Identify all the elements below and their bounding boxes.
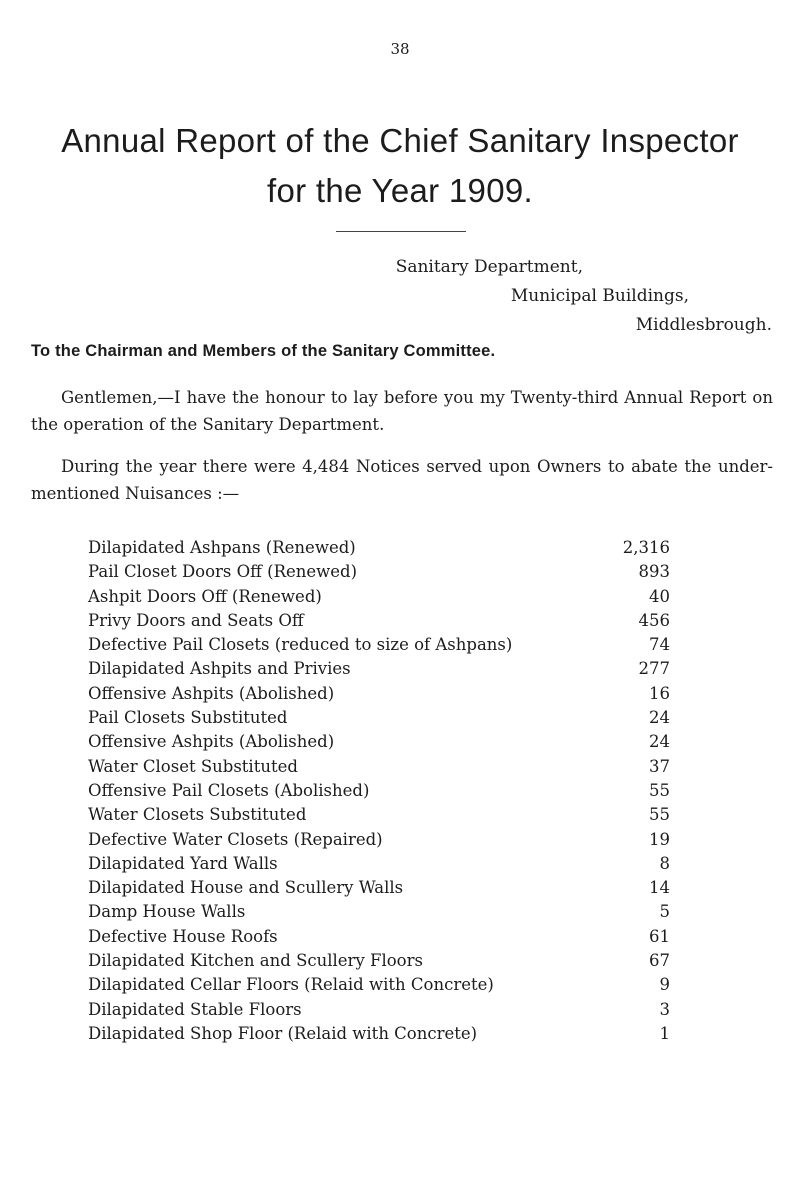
- nuisance-row: [0, 925, 800, 949]
- nuisance-label: Dilapidated Kitchen and Scullery Floors: [88, 951, 423, 971]
- nuisance-label: Offensive Ashpits (Abolished): [88, 732, 335, 752]
- nuisance-count: 19: [649, 829, 670, 849]
- notices-paragraph: During the year there were 4,484 Notices served upon Owners to abate the under-mentioned Nuisances :—: [31, 457, 773, 503]
- nuisance-label: Water Closets Substituted: [88, 805, 307, 825]
- nuisance-row: [0, 706, 800, 730]
- nuisance-row: [0, 755, 800, 779]
- nuisance-label: Dilapidated Cellar Floors (Relaid with Concrete): [88, 975, 494, 995]
- nuisance-label: Defective House Roofs: [88, 926, 278, 946]
- page-number: 38: [390, 40, 410, 58]
- nuisance-count: 37: [649, 756, 670, 776]
- nuisance-count: 24: [649, 732, 670, 752]
- nuisance-row: [0, 560, 800, 584]
- nuisance-row: [0, 585, 800, 609]
- salutation: To the Chairman and Members of the Sanitary Committee.: [31, 342, 496, 360]
- nuisance-count: 277: [638, 659, 670, 679]
- title-divider: [336, 231, 466, 232]
- nuisance-count: 61: [649, 926, 670, 946]
- nuisance-label: Dilapidated Stable Floors: [88, 999, 302, 1019]
- nuisance-row: [0, 633, 800, 657]
- nuisance-row: [0, 876, 800, 900]
- nuisance-label: Dilapidated Yard Walls: [88, 853, 278, 873]
- nuisance-label: Offensive Ashpits (Abolished): [88, 683, 335, 703]
- nuisance-label: Damp House Walls: [88, 902, 246, 922]
- nuisance-count: 55: [649, 780, 670, 800]
- nuisance-label: Dilapidated Shop Floor (Relaid with Concrete): [88, 1023, 478, 1043]
- nuisance-label: Water Closet Substituted: [88, 756, 298, 776]
- nuisance-count: 55: [649, 805, 670, 825]
- report-title-line-2: for the Year 1909.: [267, 172, 533, 209]
- nuisance-row: [0, 803, 800, 827]
- nuisance-label: Defective Pail Closets (reduced to size of Ashpans): [88, 635, 513, 655]
- nuisance-count: 16: [649, 683, 670, 703]
- nuisance-row: [0, 730, 800, 754]
- nuisance-label: Pail Closet Doors Off (Renewed): [88, 562, 358, 582]
- nuisance-count: 8: [659, 853, 670, 873]
- nuisance-row: [0, 949, 800, 973]
- nuisance-count: 40: [649, 586, 670, 606]
- nuisance-row: [0, 973, 800, 997]
- nuisance-count: 24: [649, 708, 670, 728]
- nuisance-count: 74: [649, 635, 670, 655]
- nuisance-count: 5: [659, 902, 670, 922]
- nuisance-row: [0, 779, 800, 803]
- nuisance-count: 3: [659, 999, 670, 1019]
- nuisance-count: 2,316: [622, 538, 670, 557]
- nuisance-label: Pail Closets Substituted: [88, 708, 288, 728]
- nuisances-list: [0, 536, 800, 1046]
- nuisance-row: [0, 682, 800, 706]
- address-line-1: Sanitary Department,: [395, 257, 583, 277]
- nuisance-count: 9: [659, 975, 670, 995]
- nuisance-count: 67: [649, 951, 670, 971]
- nuisance-row: [0, 657, 800, 681]
- nuisance-row: [0, 900, 800, 924]
- nuisance-count: 456: [638, 610, 670, 630]
- nuisance-row: [0, 536, 800, 560]
- nuisance-count: 1: [659, 1023, 670, 1043]
- nuisance-label: Ashpit Doors Off (Renewed): [88, 586, 322, 606]
- intro-paragraph: Gentlemen,—I have the honour to lay before you my Twenty-third Annual Report on the operation of the Sanitary Department.: [31, 388, 773, 434]
- nuisance-label: Privy Doors and Seats Off: [88, 610, 304, 630]
- nuisance-label: Defective Water Closets (Repaired): [88, 829, 383, 849]
- report-title-line-1: Annual Report of the Chief Sanitary Inspector: [61, 122, 739, 159]
- nuisance-label: Dilapidated Ashpans (Renewed): [88, 538, 356, 557]
- nuisance-count: 893: [638, 562, 670, 582]
- nuisance-row: [0, 828, 800, 852]
- address-line-3: Middlesbrough.: [635, 315, 772, 335]
- nuisance-label: Offensive Pail Closets (Abolished): [88, 780, 370, 800]
- nuisance-count: 14: [649, 878, 670, 898]
- address-line-2: Municipal Buildings,: [510, 286, 689, 306]
- nuisance-row: [0, 852, 800, 876]
- nuisance-row: [0, 1022, 800, 1046]
- nuisance-row: [0, 609, 800, 633]
- nuisance-label: Dilapidated Ashpits and Privies: [88, 659, 351, 679]
- nuisance-row: [0, 998, 800, 1022]
- nuisance-label: Dilapidated House and Scullery Walls: [88, 878, 404, 898]
